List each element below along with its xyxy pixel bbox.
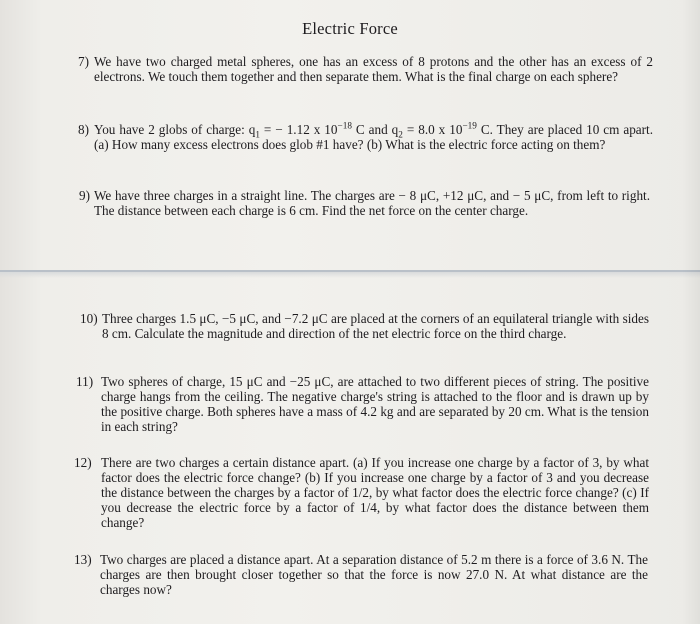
page-shadow xyxy=(682,0,700,624)
problem-text: We have three charges in a straight line. The charges are − 8 μC, +12 μC, and − 5 μC, from left to right. The distance between each charge is 6 cm. Find the net force on the center charge. xyxy=(94,188,650,218)
problem-number: 12) xyxy=(74,455,92,470)
problem-text: You have 2 globs of charge: $q_1$ = − 1.12 x $10^{-18}$ C and $q_2 = 8.0$ x $10^{-19}$ C. They are placed 10 cm apart. (a) How many excess electrons does glob #1 have? (b) What is the electric force acting on them? xyxy=(94,120,654,152)
problem-text: There are two charges a certain distance apart. (a) If you increase one charge by a factor of 3, by what factor does the electric force change? (b) If you increase one charge by a factor of 3 and you decrease the distance between the charges by a factor of 1/2, by what factor does the electric force change? (c) If you decrease the electric force by a factor of 1/4, by what factor does the distance between them change? xyxy=(101,455,649,530)
problem-number: 9) xyxy=(79,188,90,203)
problem-text: We have two charged metal spheres, one has an excess of 8 protons and the other has an excess of 2 electrons. We touch them together and then separate them. What is the final charge on each sphere? xyxy=(94,54,653,84)
page-title: Electric Force xyxy=(302,19,398,38)
sheet-shadow xyxy=(0,272,700,278)
problem-number: 11) xyxy=(76,374,94,389)
problem-number: 8) xyxy=(78,122,89,137)
problem-text: Two charges are placed a distance apart. At a separation distance of 5.2 m there is a force of 3.6 N. The charges are then brought closer together so that the force is now 27.0 N. At what distance are the charges now? xyxy=(100,552,648,597)
problem-number: 7) xyxy=(78,54,89,69)
problem-number: 13) xyxy=(74,552,92,567)
problem-number: 10) xyxy=(80,311,98,326)
problem-text: Two spheres of charge, 15 μC and −25 μC, are attached to two different pieces of string. The positive charge hangs from the ceiling. The negative charge's string is attached to the floor and is drawn up by the positive charge. Both spheres have a mass of 4.2 kg and are separated by 20 cm. What is the tension in each string? xyxy=(101,374,649,434)
problem-text: Three charges 1.5 μC, −5 μC, and −7.2 μC are placed at the corners of an equilateral triangle with sides 8 cm. Calculate the magnitude and direction of the net electric force on the third charge. xyxy=(102,311,649,341)
